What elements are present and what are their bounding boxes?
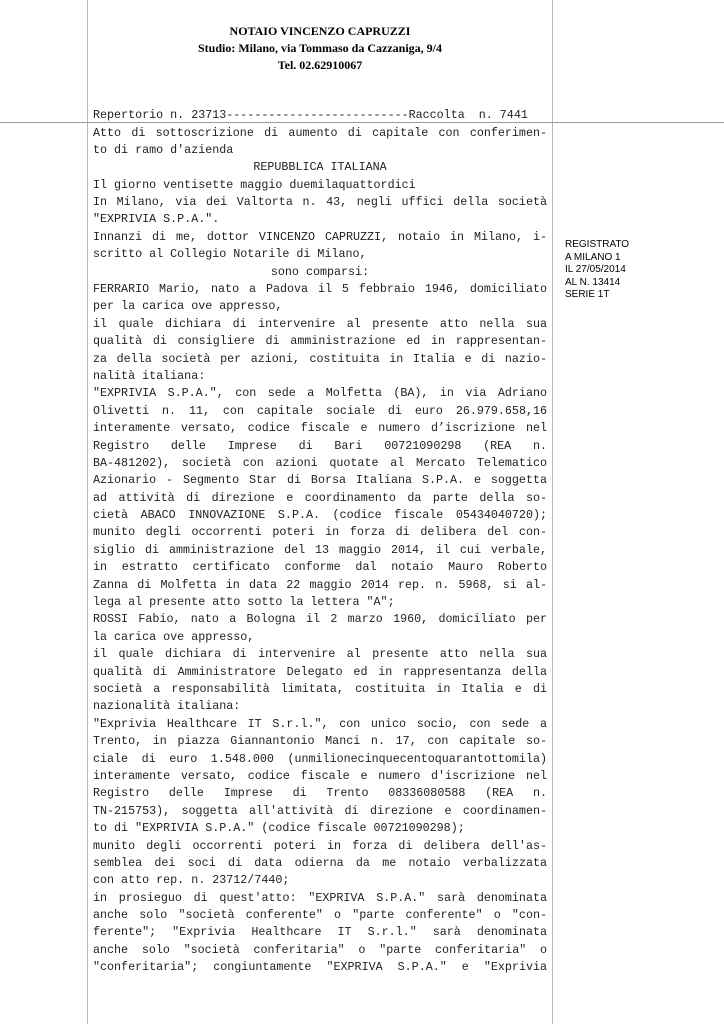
deed-text-line: anche solo "società conferitaria" o "parte conferitaria" o [93,942,547,957]
deed-body [93,125,547,977]
deed-text-line: ciale di euro 1.548.000 (unmilionecinquecentoquarantottomila) [93,751,547,766]
deed-text-line: cietà ABACO INNOVAZIONE S.P.A. (codice fiscale 05434040720); [93,508,547,523]
notary-name: NOTAIO VINCENZO CAPRUZZI [229,24,411,38]
deed-text-line: Registro delle Imprese di Trento 08336080588 (REA n. [93,786,547,801]
deed-text-line: REPUBBLICA ITALIANA [253,160,387,175]
deed-text-line: interamente versato, codice fiscale e numero d’iscrizione nel [93,421,547,436]
deed-text-line: "EXPRIVIA S.P.A.", con sede a Molfetta (BA), in via Adriano [93,386,547,401]
deed-text-line: ROSSI Fabio, nato a Bologna il 2 marzo 1960, domiciliato per [93,612,547,627]
deed-text-line: to di ramo d'azienda [93,142,234,157]
deed-text-line: il quale dichiara di intervenire al presente atto nella sua [93,316,547,331]
registration-line: REGISTRATO [565,239,630,250]
deed-text-line: munito degli occorrenti poteri in forza di delibera del con- [93,525,547,540]
deed-text-line: FERRARIO Mario, nato a Padova il 5 febbraio 1946, domiciliato [93,282,547,297]
deed-text-line: siglio di amministrazione del 13 maggio 2014, il cui verbale, [93,542,547,557]
deed-text-line: Il giorno ventisette maggio duemilaquattordici [93,177,416,192]
deed-text-line: "conferitaria"; congiuntamente "EXPRIVA S.P.A." e "Exprivia [93,960,547,975]
deed-text-line: in estratto certificato conforme dal notaio Mauro Roberto [93,560,547,575]
deed-text-line: BA-481202), società con azioni quotate al Mercato Telematico [93,455,547,470]
deed-text-line: ad attività di direzione e coordinamento da parte della so- [93,490,547,505]
deed-text-line: ferente"; "Exprivia Healthcare IT S.r.l." sarà denominata [93,925,547,940]
registration-line: SERIE 1T [565,289,610,301]
deed-text-line: Innanzi di me, dottor VINCENZO CAPRUZZI, notaio in Milano, i- [93,229,547,244]
phone-number: Tel. 02.62910067 [277,58,363,72]
right-margin-line [552,0,553,1024]
deed-text-line: Registro delle Imprese di Bari 00721090298 (REA n. [93,438,547,453]
deed-text-line: Trento, in piazza Giannantonio Manci n. 17, con capitale so- [93,734,547,749]
deed-text-line: per la carica ove appresso, [93,299,283,314]
registration-line: AL N. 13414 [565,276,621,288]
deed-text-line: nazionalità italiana: [93,699,241,714]
deed-text-line: qualità di consigliere di amministrazione ed in rappresentan- [93,334,547,349]
repertorio-line: Repertorio n. 23713--------------------------Raccolta n. 7441 [93,108,528,122]
deed-text-line: qualità di Amministratore Delegato ed in rappresentanza della [93,664,547,679]
deed-text-line: to di "EXPRIVIA S.P.A." (codice fiscale 00721090298); [93,821,465,836]
deed-text-line: lega al presente atto sotto la lettera "A"; [93,595,395,610]
deed-text-line: Atto di sottoscrizione di aumento di capitale con conferimen- [93,125,547,140]
notary-header [88,23,552,74]
deed-text-line: "Exprivia Healthcare IT S.r.l.", con unico socio, con sede a [93,716,547,731]
registration-note [565,239,665,302]
deed-text-line: Olivetti n. 11, con capitale sociale di euro 26.979.658,16 [93,403,547,418]
deed-text-line: nalità italiana: [93,368,206,383]
deed-text-line: anche solo "società conferente" o "parte conferente" o "con- [93,908,547,923]
deed-text-line: Azionario - Segmento Star di Borsa Italiana S.P.A. e soggetta [93,473,547,488]
deed-text-line: con atto rep. n. 23712/7440; [93,873,290,888]
deed-text-line: Zanna di Molfetta in data 22 maggio 2014 rep. n. 5968, si al- [93,577,547,592]
deed-text-line: TN-215753), soggetta all'attività di direzione e coordinamen- [93,803,547,818]
deed-text-line: In Milano, via dei Valtorta n. 43, negli uffici della società [93,195,547,210]
deed-text-line: in prosieguo di quest'atto: "EXPRIVA S.P.A." sarà denominata [93,890,547,905]
deed-text-line: za della società per azioni, costituita in Italia e di nazio- [93,351,547,366]
deed-text-line: interamente versato, codice fiscale e numero d'iscrizione nel [93,768,547,783]
deed-text-line: scritto al Collegio Notarile di Milano, [93,247,367,262]
deed-text-line: munito degli occorrenti poteri in forza di delibera dell'as- [93,838,547,853]
deed-text-line: "EXPRIVIA S.P.A.". [93,212,220,227]
deed-text-line: semblea dei soci di data odierna da me notaio verbalizzata [93,855,547,870]
deed-text-line: la carica ove appresso, [93,629,255,644]
registration-line: IL 27/05/2014 [565,264,626,276]
deed-text-line: società a responsabilità limitata, costituita in Italia e di [93,682,547,696]
deed-text-line: sono comparsi: [270,264,370,279]
studio-address: Studio: Milano, via Tommaso da Cazzaniga, 9/4 [197,41,443,55]
registration-line: A MILANO 1 [565,251,621,263]
deed-text-line: il quale dichiara di intervenire al presente atto nella sua [93,647,547,662]
left-margin-line [87,0,88,1024]
